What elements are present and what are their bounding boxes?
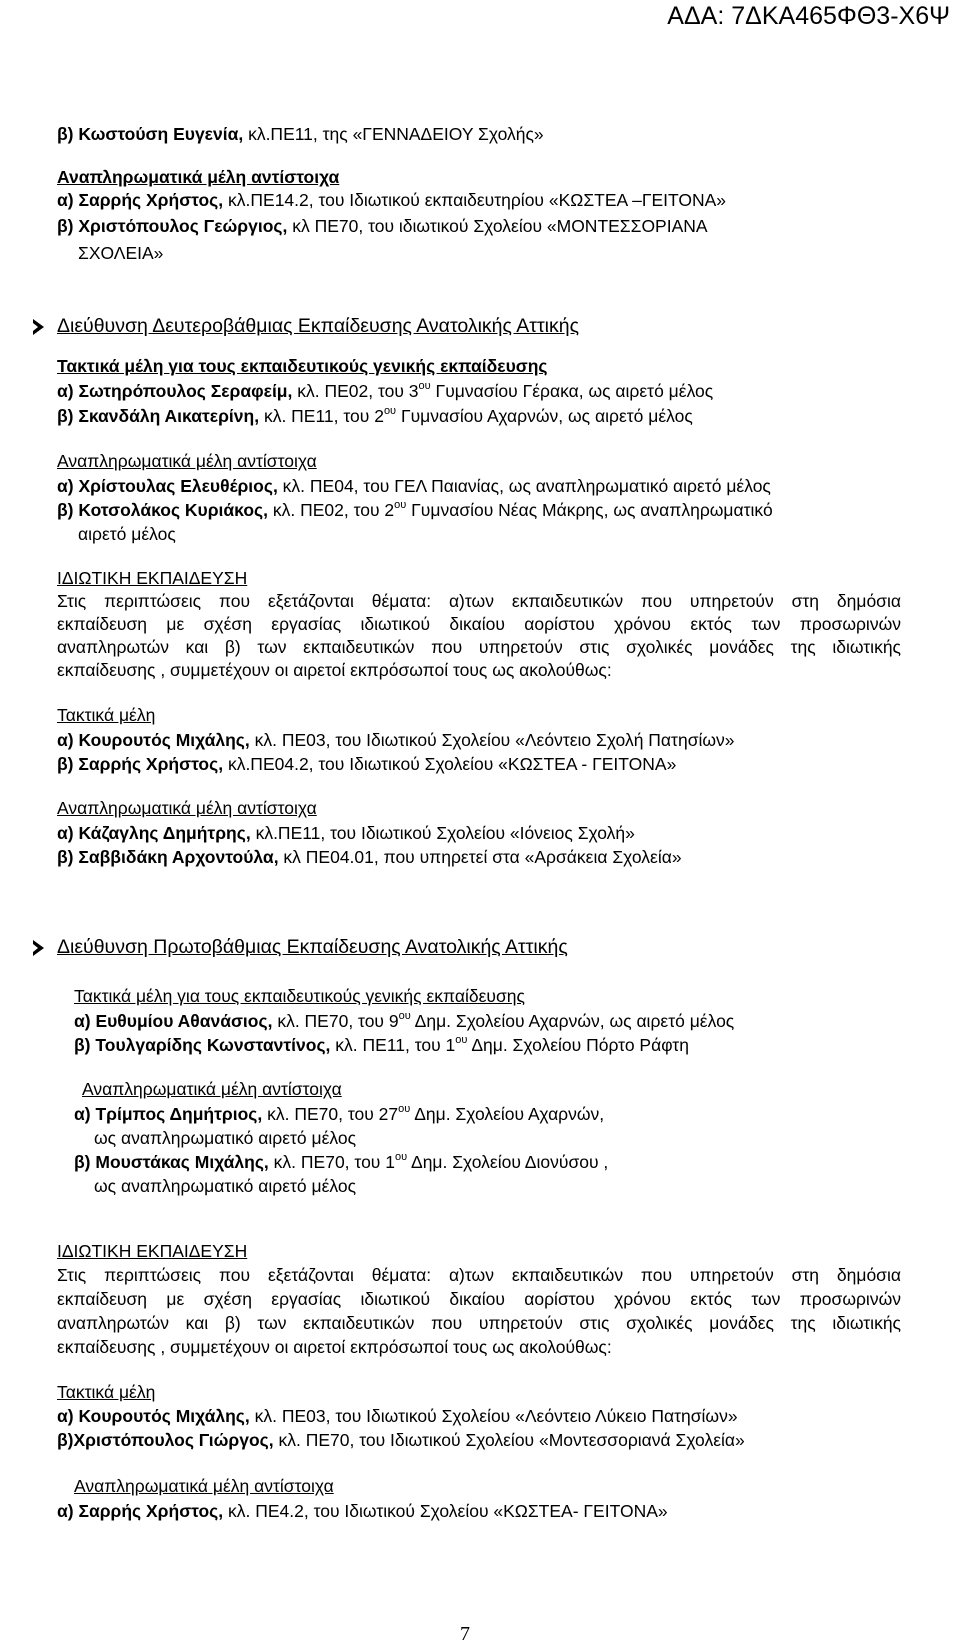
member-line (57, 189, 726, 211)
arrow-bullet-icon (33, 940, 44, 956)
regular-members-heading: Τακτικά μέλη (57, 1382, 156, 1402)
paragraph-line: Στις περιπτώσεις που εξετάζονται θέματα: α)των εκπαιδευτικών που υπηρετούν στη δημόσια (57, 591, 901, 611)
ada-header: ΑΔΑ: 7ΔΚΑ465ΦΘ3-Χ6Ψ (667, 2, 950, 30)
paragraph-line: Στις περιπτώσεις που εξετάζονται θέματα: α)των εκπαιδευτικών που υπηρετούν στη δημόσια (57, 1265, 901, 1285)
member-name: α) Κουρουτός Μιχάλης, (57, 730, 250, 750)
member-name: β) Σκανδάλη Αικατερίνη, (57, 406, 260, 426)
member-line: α) Ευθυμίου Αθανάσιος, κλ. ΠΕ70, του $9^{o\upsilon}$ Δημ. Σχολείου Αχαρνών, ως αιρετό μέλος (74, 1010, 735, 1031)
member-name: α) Σωτηρόπουλος Σεραφείμ, (57, 381, 293, 401)
paragraph-line: εκπαίδευση με σχέση εργασίας ιδιωτικού δικαίου αορίστου χρόνου εκτός των προσωρινών (57, 614, 901, 634)
member-line (57, 215, 708, 237)
member-name: α) Ευθυμίου Αθανάσιος, (74, 1011, 273, 1031)
alternate-members-heading: Αναπληρωματικά μέλη αντίστοιχα (74, 1476, 334, 1496)
alternate-members-heading: Αναπληρωματικά μέλη αντίστοιχα (82, 1079, 342, 1099)
member-line: α) Κάζαγλης Δημήτρης, κλ.ΠΕ11, του Ιδιωτικού Σχολείου «Ιόνειος Σχολή» (57, 823, 635, 843)
page-number: 7 (460, 1623, 470, 1645)
private-education-heading: ΙΔΙΩΤΙΚΗ ΕΚΠΑΙΔΕΥΣΗ (57, 1241, 248, 1261)
member-details: κλ.ΠΕ11, της «ΓΕΝΝΑΔΕΙΟΥ Σχολής» (243, 124, 544, 144)
paragraph-line: αναπληρωτών και β) των εκπαιδευτικών που υπηρετούν στις σχολικές μονάδες της ιδιωτικής (57, 1313, 901, 1333)
section-title: Διεύθυνση Δευτεροβάθμιας Εκπαίδευσης Ανατολικής Αττικής (57, 315, 580, 337)
member-name: β) Μουστάκας Μιχάλης, (74, 1152, 269, 1172)
member-line: α) Χρίστουλας Ελευθέριος, κλ. ΠΕ04, του ΓΕΛ Παιανίας, ως αναπληρωματικό αιρετό μέλος (57, 476, 771, 496)
member-details-continued: ως αναπληρωματικό αιρετό μέλος (94, 1128, 357, 1148)
regular-members-heading: Τακτικά μέλη (57, 705, 156, 725)
member-line: β) Μουστάκας Μιχάλης, κλ. ΠΕ70, του $1^{o\upsilon}$ Δημ. Σχολείου Διονύσου , (74, 1151, 609, 1172)
member-line: β) Σαρρής Χρήστος, κλ.ΠΕ04.2, του Ιδιωτικού Σχολείου «ΚΩΣΤΕΑ - ΓΕΙΤΟΝΑ» (57, 754, 677, 774)
arrow-bullet-icon (33, 319, 44, 335)
member-line: α) Τρίμπος Δημήτριος, κλ. ΠΕ70, του $27^{o\upsilon}$ Δημ. Σχολείου Αχαρνών, (74, 1103, 605, 1124)
member-line: β) Σκανδάλη Αικατερίνη, κλ. ΠΕ11, του $2^{o\upsilon}$ Γυμνασίου Αχαρνών, ως αιρετό μέλος (57, 405, 693, 426)
member-line: β)Χριστόπουλος Γιώργος, κλ. ΠΕ70, του Ιδιωτικού Σχολείου «Μοντεσσοριανά Σχολεία» (57, 1430, 745, 1450)
member-name: β) Χριστόπουλος Γεώργιος, (57, 216, 288, 236)
paragraph-line: εκπαίδευση με σχέση εργασίας ιδιωτικού δικαίου αορίστου χρόνου εκτός των προσωρινών (57, 1289, 901, 1309)
member-details: κλ.ΠΕ14.2, του Ιδιωτικού εκπαιδευτηρίου «ΚΩΣΤΕΑ –ΓΕΙΤΟΝΑ» (223, 190, 727, 210)
paragraph-line: εκπαίδευσης , συμμετέχουν οι αιρετοί εκπρόσωποί τους ως ακολούθως: (57, 1337, 612, 1357)
member-line (57, 123, 544, 145)
member-line: α) Κουρουτός Μιχάλης, κλ. ΠΕ03, του Ιδιωτικού Σχολείου «Λεόντειο Λύκειο Πατησίων» (57, 1406, 738, 1426)
member-line: β) Κοτσολάκος Κυριάκος, κλ. ΠΕ02, του $2^{o\upsilon}$ Γυμνασίου Νέας Μάκρης, ως αναπληρωματικό (57, 499, 773, 520)
member-name: β)Χριστόπουλος Γιώργος, (57, 1430, 274, 1450)
member-line: β) Τουλγαρίδης Κωνσταντίνος, κλ. ΠΕ11, του $1^{o\upsilon}$ Δημ. Σχολείου Πόρτο Ράφτη (74, 1034, 689, 1055)
member-details: κλ ΠΕ70, του ιδιωτικού Σχολείου «ΜΟΝΤΕΣΣΟΡΙΑΝΑ (287, 216, 708, 236)
member-name: β) Κωστούση Ευγενία, (57, 124, 244, 144)
private-education-heading: ΙΔΙΩΤΙΚΗ ΕΚΠΑΙΔΕΥΣΗ (57, 568, 248, 588)
member-name: β) Κοτσολάκος Κυριάκος, (57, 500, 268, 520)
member-line: β) Σαββιδάκη Αρχοντούλα, κλ ΠΕ04.01, που υπηρετεί στα «Αρσάκεια Σχολεία» (57, 847, 682, 867)
member-name: α) Κάζαγλης Δημήτρης, (57, 823, 251, 843)
member-name: α) Τρίμπος Δημήτριος, (74, 1104, 263, 1124)
member-name: α) Χρίστουλας Ελευθέριος, (57, 476, 278, 496)
member-line: α) Κουρουτός Μιχάλης, κλ. ΠΕ03, του Ιδιωτικού Σχολείου «Λεόντειο Σχολή Πατησίων» (57, 730, 735, 750)
member-name: β) Σαββιδάκη Αρχοντούλα, (57, 847, 279, 867)
regular-members-heading: Τακτικά μέλη για τους εκπαιδευτικούς γενικής εκπαίδευσης (57, 356, 548, 376)
member-name: α) Σαρρής Χρήστος, (57, 1501, 224, 1521)
member-details-continued: ΣΧΟΛΕΙΑ» (78, 243, 164, 263)
regular-members-heading: Τακτικά μέλη για τους εκπαιδευτικούς γενικής εκπαίδευσης (74, 986, 525, 1006)
alternate-members-heading: Αναπληρωματικά μέλη αντίστοιχα (57, 167, 340, 187)
paragraph-line: εκπαίδευσης , συμμετέχουν οι αιρετοί εκπρόσωποί τους ως ακολούθως: (57, 660, 612, 680)
alternate-members-heading: Αναπληρωματικά μέλη αντίστοιχα (57, 798, 317, 818)
member-name: β) Τουλγαρίδης Κωνσταντίνος, (74, 1035, 331, 1055)
section-title: Διεύθυνση Πρωτοβάθμιας Εκπαίδευσης Ανατολικής Αττικής (57, 936, 568, 958)
member-line: α) Σωτηρόπουλος Σεραφείμ, κλ. ΠΕ02, του $3^{o\upsilon}$ Γυμνασίου Γέρακα, ως αιρετό μέλος (57, 380, 714, 401)
member-name: α) Σαρρής Χρήστος, (57, 190, 224, 210)
member-name: β) Σαρρής Χρήστος, (57, 754, 224, 774)
member-name: α) Κουρουτός Μιχάλης, (57, 1406, 250, 1426)
paragraph-line: αναπληρωτών και β) των εκπαιδευτικών που υπηρετούν στις σχολικές μονάδες της ιδιωτικής (57, 637, 901, 657)
alternate-members-heading: Αναπληρωματικά μέλη αντίστοιχα (57, 451, 317, 471)
member-line: α) Σαρρής Χρήστος, κλ. ΠΕ4.2, του Ιδιωτικού Σχολείου «ΚΩΣΤΕΑ- ΓΕΙΤΟΝΑ» (57, 1501, 668, 1521)
member-details-continued: ως αναπληρωματικό αιρετό μέλος (94, 1176, 357, 1196)
member-details-continued: αιρετό μέλος (78, 524, 176, 544)
